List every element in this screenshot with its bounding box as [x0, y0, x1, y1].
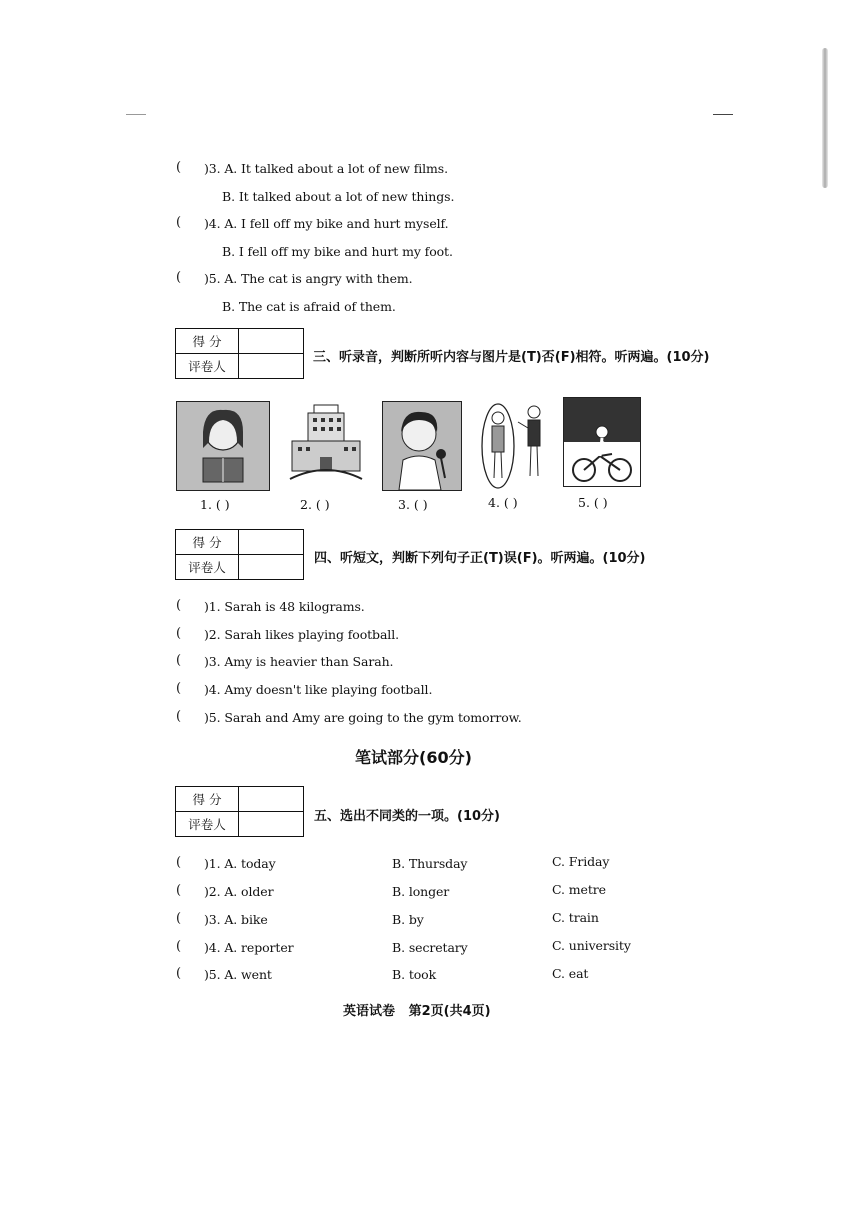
- two-people-illustration: [478, 398, 552, 490]
- section5-row-5-a: )5. A. went: [204, 967, 272, 982]
- paren-open: (: [176, 939, 182, 954]
- section3-heading: 三、听录音，判断所听内容与图片是(T)否(F)相符。听两遍。(10分): [313, 350, 710, 365]
- singer-illustration: [383, 402, 461, 490]
- cyclist-illustration: [564, 398, 640, 486]
- section5-row-1-a: )1. A. today: [204, 856, 276, 871]
- picture-3-label: 3. ( ): [398, 497, 428, 512]
- singer-picture: [382, 401, 462, 491]
- section5-row-1-b: B. Thursday: [392, 856, 468, 871]
- score-box-section3: [175, 328, 304, 379]
- section5-row-5-b: B. took: [392, 967, 437, 982]
- section4-item-1: )1. Sarah is 48 kilograms.: [204, 599, 365, 614]
- paren-open: (: [176, 653, 182, 668]
- section4-item-3: )3. Amy is heavier than Sarah.: [204, 654, 394, 669]
- scan-mark-right: [713, 114, 733, 115]
- scan-mark-left: [126, 114, 146, 115]
- section5-row-2-a: )2. A. older: [204, 884, 274, 899]
- listening-item-4-b: B. I fell off my bike and hurt my foot.: [222, 244, 453, 259]
- section5-row-3-b: B. by: [392, 912, 424, 927]
- section5-row-2-b: B. longer: [392, 884, 450, 899]
- grader-label: 评卷人: [176, 555, 239, 580]
- section5-row-2-c: C. metre: [552, 882, 606, 897]
- listening-item-3-a: )3. A. It talked about a lot of new films.: [204, 161, 448, 176]
- girl-reading-picture: [176, 401, 270, 491]
- page-footer: 英语试卷 第2页(共4页): [343, 1004, 491, 1019]
- score-label: 得 分: [176, 787, 239, 812]
- score-label: 得 分: [176, 530, 239, 555]
- section5-row-4-a: )4. A. reporter: [204, 940, 294, 955]
- score-blank: [239, 787, 304, 812]
- paren-open: (: [176, 709, 182, 724]
- section5-row-3-a: )3. A. bike: [204, 912, 268, 927]
- listening-item-5-b: B. The cat is afraid of them.: [222, 299, 396, 314]
- section5-row-1-c: C. Friday: [552, 854, 610, 869]
- paren-open: (: [176, 681, 182, 696]
- listening-item-5-a: )5. A. The cat is angry with them.: [204, 271, 413, 286]
- score-blank: [239, 530, 304, 555]
- grader-label: 评卷人: [176, 812, 239, 837]
- paren-open: (: [176, 598, 182, 613]
- score-box-section5: [175, 786, 304, 837]
- school-building-illustration: [286, 401, 366, 489]
- cyclist-picture: [563, 397, 641, 487]
- listening-item-3-b: B. It talked about a lot of new things.: [222, 189, 455, 204]
- grader-blank: [239, 812, 304, 837]
- grader-blank: [239, 555, 304, 580]
- paren-open: (: [176, 966, 182, 981]
- listening-item-4-a: )4. A. I fell off my bike and hurt myself.: [204, 216, 449, 231]
- picture-1-label: 1. ( ): [200, 497, 230, 512]
- score-box-section4: [175, 529, 304, 580]
- two-people-picture: [478, 398, 552, 490]
- school-building-picture: [286, 401, 366, 489]
- section5-row-4-c: C. university: [552, 938, 631, 953]
- scan-edge-bar: [822, 48, 828, 188]
- score-label: 得 分: [176, 329, 239, 354]
- section5-row-4-b: B. secretary: [392, 940, 468, 955]
- grader-blank: [239, 354, 304, 379]
- picture-5-label: 5. ( ): [578, 495, 608, 510]
- paren-open: (: [176, 160, 182, 175]
- paren-open: (: [176, 855, 182, 870]
- section4-item-4: )4. Amy doesn't like playing football.: [204, 682, 433, 697]
- section4-item-5: )5. Sarah and Amy are going to the gym tomorrow.: [204, 710, 522, 725]
- paren-open: (: [176, 911, 182, 926]
- picture-4-label: 4. ( ): [488, 495, 518, 510]
- paren-open: (: [176, 626, 182, 641]
- section5-heading: 五、选出不同类的一项。(10分): [314, 809, 500, 824]
- girl-reading-illustration: [177, 402, 269, 490]
- score-blank: [239, 329, 304, 354]
- picture-2-label: 2. ( ): [300, 497, 330, 512]
- paren-open: (: [176, 883, 182, 898]
- section4-item-2: )2. Sarah likes playing football.: [204, 627, 399, 642]
- section4-heading: 四、听短文，判断下列句子正(T)误(F)。听两遍。(10分): [314, 551, 646, 566]
- grader-label: 评卷人: [176, 354, 239, 379]
- section5-row-5-c: C. eat: [552, 966, 589, 981]
- paren-open: (: [176, 215, 182, 230]
- paren-open: (: [176, 270, 182, 285]
- section5-row-3-c: C. train: [552, 910, 599, 925]
- written-part-title: 笔试部分(60分): [355, 748, 472, 767]
